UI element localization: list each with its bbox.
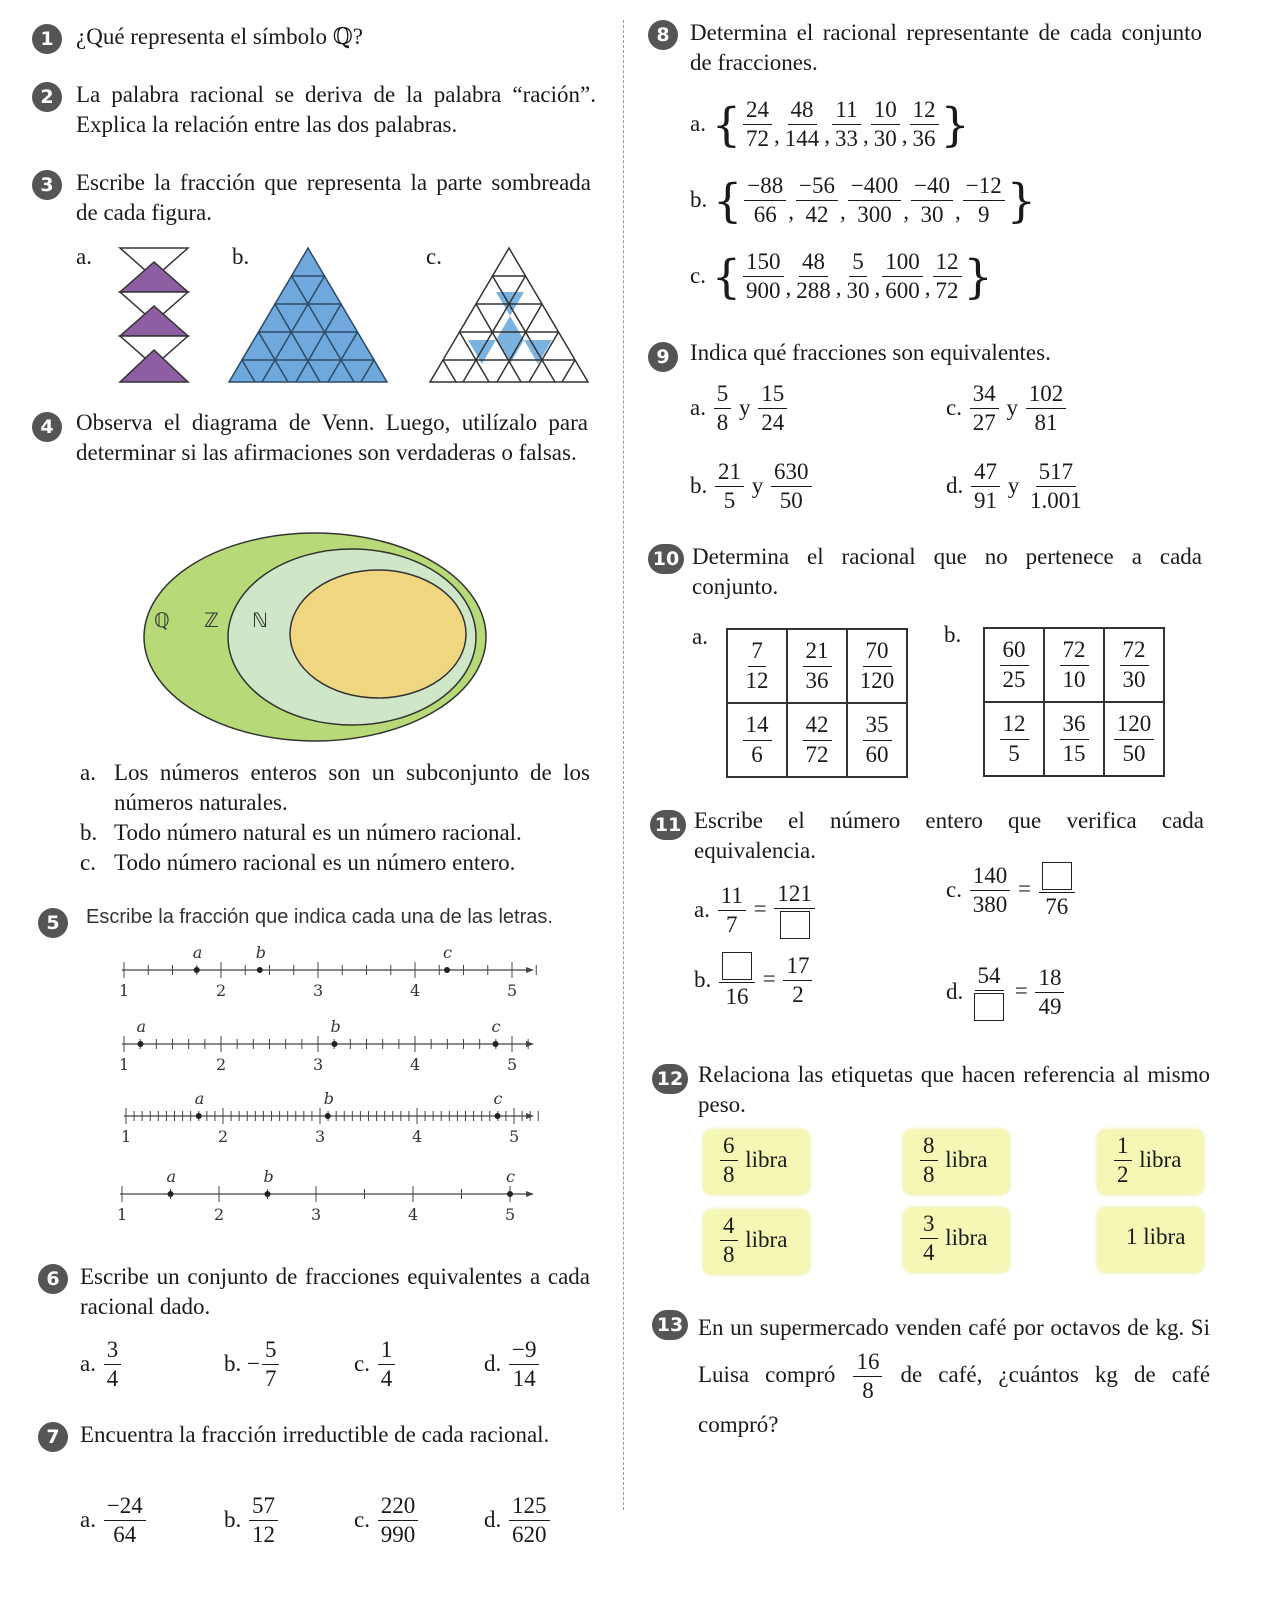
exercise-3-text: Escribe la fracción que representa la parte sombreada de cada figura. <box>76 170 591 226</box>
fraction-item-b: b. − $\frac{5}{7}$ <box>224 1338 281 1391</box>
equation-b: b. 16 = $\frac{17}{2}$ <box>694 952 814 1009</box>
grid-label-a: a. <box>692 624 708 649</box>
tick-label: 5 <box>507 1055 518 1074</box>
point-a <box>137 1041 143 1047</box>
exercise-13-text: En un supermercado venden café por octavos de kg. Si Luisa compró $\frac{16}{8}$ de café, ¿cuántos kg de café compró? <box>698 1315 1211 1437</box>
answer-box[interactable] <box>1042 862 1072 890</box>
exercise-number: 10 <box>648 544 684 574</box>
equivalence-item-c: c. $\frac{34}{27}$ y $\frac{102}{81}$ <box>946 382 1068 435</box>
tick-label: 1 <box>119 981 130 1000</box>
grid-cell[interactable]: $\frac{35}{60}$ <box>847 703 907 777</box>
point-c <box>495 1113 501 1119</box>
weight-tag[interactable]: $\frac{3}{4}$ libra <box>904 1208 1009 1272</box>
point-b <box>257 967 263 973</box>
arrow-head <box>526 1041 534 1047</box>
exercise-number: 9 <box>648 342 678 372</box>
statement-label: c. <box>80 850 96 875</box>
point-b <box>265 1191 271 1197</box>
figure-label-a: a. <box>76 244 92 269</box>
grid-cell[interactable]: $\frac{42}{72}$ <box>787 703 847 777</box>
exercise-number: 2 <box>32 82 62 112</box>
tick-label: 4 <box>408 1205 419 1224</box>
point-a <box>194 967 200 973</box>
equation-c: c. $\frac{140}{380}$ = 76 <box>946 862 1077 919</box>
tick-label: 5 <box>507 981 518 1000</box>
exercise-9-text: Indica qué fracciones son equivalentes. <box>690 340 1051 365</box>
equation-d: d. 54 = $\frac{18}{49}$ <box>946 964 1066 1021</box>
tick-label: 1 <box>119 1055 130 1074</box>
exercise-number: 7 <box>38 1422 68 1452</box>
fraction-set-c: c. { $\frac{150}{900}$ , $\frac{48}{288}$ , $\frac{5}{30}$ , $\frac{100}{600}$ , $\frac{12}{72}$ } <box>690 249 993 304</box>
exercise-number: 11 <box>650 810 686 840</box>
fraction-set-b: b. { $\frac{-88}{66}$ , $\frac{-56}{42}$ , $\frac{-400}{300}$ , $\frac{-40}{30}$ , $\frac{-12}{9}$ } <box>690 173 1036 228</box>
exercise-1-text: ¿Qué representa el símbolo ℚ? <box>76 24 363 49</box>
grid-cell[interactable]: $\frac{12}{5}$ <box>984 702 1044 776</box>
tick-label: 4 <box>412 1127 423 1146</box>
statement-text: Todo número racional es un número entero. <box>114 850 516 875</box>
equation-a: a. $\frac{11}{7}$ = 121 <box>694 882 817 939</box>
fraction-item-d: d. $\frac{-9}{14}$ <box>484 1338 541 1391</box>
grid-cell[interactable]: $\frac{70}{120}$ <box>847 629 907 703</box>
exercise-number: 13 <box>652 1310 688 1340</box>
point-b <box>325 1113 331 1119</box>
point-label: a <box>192 943 203 962</box>
statement-label: a. <box>80 760 96 785</box>
answer-box[interactable] <box>722 952 752 980</box>
exercise-number: 1 <box>32 24 62 54</box>
point-a <box>196 1113 202 1119</box>
tick-label: 3 <box>313 1055 324 1074</box>
tick-label: 3 <box>315 1127 326 1146</box>
statement-text: Los números enteros son un subconjunto de los números naturales. <box>114 760 590 816</box>
point-label: b <box>263 1167 274 1186</box>
point-label: a <box>194 1089 205 1108</box>
exercise-number: 12 <box>652 1064 688 1094</box>
exercise-10-text: Determina el racional que no pertenece a cada conjunto. <box>692 544 1202 600</box>
grid-cell[interactable]: $\frac{7}{12}$ <box>727 629 787 703</box>
blue-triangle-figure <box>225 244 391 386</box>
exercise-11-text: Escribe el número entero que verifica cada equivalencia. <box>694 808 1204 864</box>
statement-label: b. <box>80 820 98 845</box>
grid-cell[interactable]: $\frac{36}{15}$ <box>1044 702 1104 776</box>
tick-label: 3 <box>311 1205 322 1224</box>
number-lines <box>110 942 550 1232</box>
weight-tag[interactable]: 1 libra <box>1098 1208 1203 1272</box>
fraction-grid-b <box>983 627 1165 777</box>
point-c <box>493 1041 499 1047</box>
partial-triangle-figure <box>426 244 592 386</box>
venn-label-z: ℤ <box>204 608 219 632</box>
exercise-8-text: Determina el racional representante de cada conjunto de fracciones. <box>690 20 1202 76</box>
point-b <box>331 1041 337 1047</box>
exercise-4-text: Observa el diagrama de Venn. Luego, utilízalo para determinar si las afirmaciones son verdaderas o falsas. <box>76 410 588 466</box>
point-label: c <box>443 943 452 962</box>
exercise-number: 4 <box>32 412 62 442</box>
point-label: b <box>330 1017 341 1036</box>
grid-cell[interactable]: $\frac{72}{10}$ <box>1044 628 1104 702</box>
grid-cell[interactable]: $\frac{21}{36}$ <box>787 629 847 703</box>
point-a <box>168 1191 174 1197</box>
tick-label: 2 <box>214 1205 225 1224</box>
figure-label-c: c. <box>426 244 442 269</box>
point-label: b <box>255 943 267 962</box>
arrow-head <box>526 967 534 973</box>
equivalence-item-a: a. $\frac{5}{8}$ y $\frac{15}{24}$ <box>690 382 789 435</box>
venn-diagram <box>140 530 490 745</box>
weight-tag[interactable]: $\frac{4}{8}$ libra <box>704 1210 809 1274</box>
exercise-12-text: Relaciona las etiquetas que hacen referencia al mismo peso. <box>698 1062 1210 1118</box>
exercise-number: 5 <box>38 908 68 938</box>
venn-label-n: ℕ <box>252 608 269 632</box>
fraction-set-a: a. { $\frac{24}{72}$ , $\frac{48}{144}$ , $\frac{11}{33}$ , $\frac{10}{30}$ , $\frac{12}{36}$ } <box>690 97 970 152</box>
fraction-item-d: d. $\frac{125}{620}$ <box>484 1494 552 1547</box>
tick-label: 4 <box>410 1055 421 1074</box>
arrow-head <box>526 1191 534 1197</box>
tick-label: 4 <box>410 981 421 1000</box>
exercise-number: 3 <box>32 170 62 200</box>
grid-cell[interactable]: $\frac{60}{25}$ <box>984 628 1044 702</box>
answer-box[interactable] <box>974 993 1004 1021</box>
point-c <box>507 1191 513 1197</box>
exercise-number: 6 <box>38 1264 68 1294</box>
fraction-grid-a <box>726 628 908 778</box>
equivalence-item-b: b. $\frac{21}{5}$ y $\frac{630}{50}$ <box>690 460 814 513</box>
grid-cell[interactable]: $\frac{14}{6}$ <box>727 703 787 777</box>
tick-label: 1 <box>117 1205 128 1224</box>
exercise-2-text: La palabra racional se deriva de la palabra “ración”. Explica la relación entre las dos palabras. <box>76 82 596 138</box>
tick-label: 1 <box>121 1127 132 1146</box>
grid-label-b: b. <box>944 622 962 647</box>
fraction-item-b: b. $\frac{57}{12}$ <box>224 1494 280 1547</box>
weight-tag[interactable]: $\frac{1}{2}$ libra <box>1098 1130 1203 1194</box>
tick-label: 5 <box>509 1127 520 1146</box>
point-label: c <box>506 1167 515 1186</box>
hourglass-figure <box>116 244 192 386</box>
weight-tag[interactable]: $\frac{8}{8}$ libra <box>904 1130 1009 1194</box>
fraction-item-c: c. $\frac{220}{990}$ <box>354 1494 420 1547</box>
tick-label: 2 <box>216 1055 227 1074</box>
tick-label: 3 <box>313 981 324 1000</box>
exercise-5-text: Escribe la fracción que indica cada una de las letras. <box>86 906 553 928</box>
grid-cell[interactable]: $\frac{120}{50}$ <box>1104 702 1164 776</box>
point-label: a <box>166 1167 177 1186</box>
tick-label: 2 <box>216 981 227 1000</box>
exercise-7-text: Encuentra la fracción irreductible de cada racional. <box>80 1422 550 1447</box>
weight-tag[interactable]: $\frac{6}{8}$ libra <box>704 1130 809 1194</box>
fraction-item-a: a. $\frac{3}{4}$ <box>80 1338 123 1391</box>
equivalence-item-d: d. $\frac{47}{91}$ y $\frac{517}{1.001}$ <box>946 459 1082 514</box>
fraction-item-c: c. $\frac{1}{4}$ <box>354 1338 397 1391</box>
point-label: c <box>491 1017 501 1036</box>
figure-label-b: b. <box>232 244 250 269</box>
venn-label-q: ℚ <box>154 608 170 632</box>
answer-box[interactable] <box>780 911 810 939</box>
point-label: c <box>493 1089 503 1108</box>
tick-label: 5 <box>505 1205 516 1224</box>
point-label: a <box>136 1017 147 1036</box>
column-divider <box>623 20 624 1510</box>
point-c <box>444 967 450 973</box>
exercise-6-text: Escribe un conjunto de fracciones equivalentes a cada racional dado. <box>80 1264 590 1320</box>
fraction-item-a: a. $\frac{-24}{64}$ <box>80 1494 148 1547</box>
point-label: b <box>323 1089 335 1108</box>
exercise-number: 8 <box>648 20 678 50</box>
statement-text: Todo número natural es un número racional. <box>114 820 522 845</box>
grid-cell[interactable]: $\frac{72}{30}$ <box>1104 628 1164 702</box>
tick-label: 2 <box>218 1127 229 1146</box>
